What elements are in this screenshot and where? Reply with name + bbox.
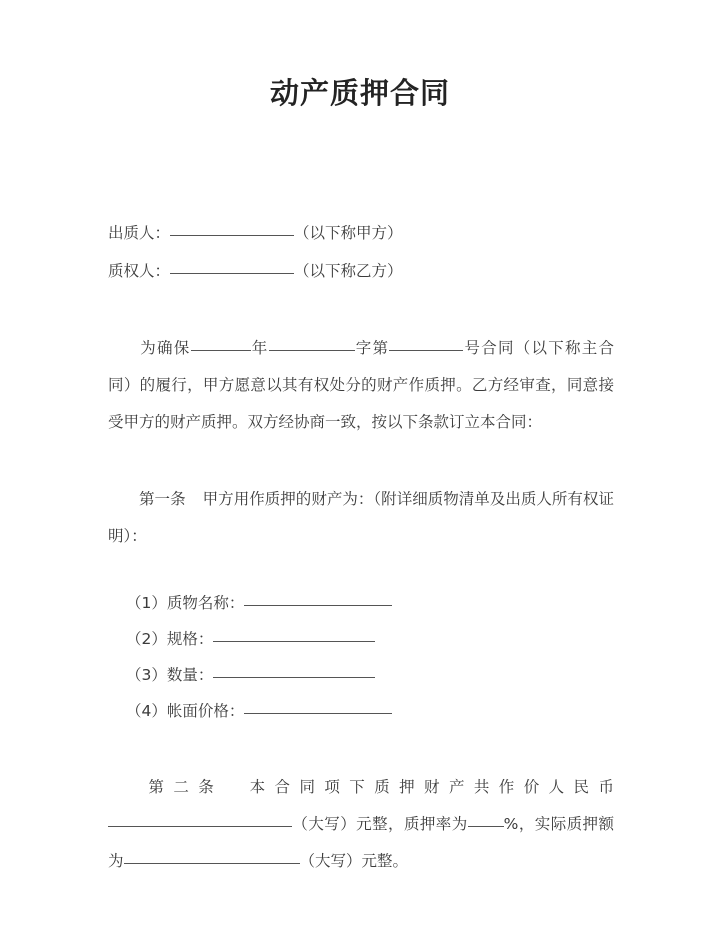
item-4-index: （4） [126, 702, 167, 720]
clause-two-text-a: 本合同项下质押财产共作价人民币 [240, 778, 614, 796]
clause-one-text: 甲方用作质押的财产为：（附详细质物清单及出质人所有权证明）： [108, 490, 614, 545]
party-line-pledgor [108, 214, 614, 252]
preamble-year-unit: 年 [250, 339, 269, 357]
item-1-blank[interactable] [244, 605, 392, 606]
clause-two-text-c: %，实际质押额为 [108, 815, 614, 870]
document-body [108, 214, 614, 880]
item-1-label: 质物名称： [166, 594, 245, 612]
preamble-paragraph [108, 330, 614, 441]
actual-amount-blank[interactable] [124, 863, 300, 864]
item-3-index: （3） [126, 666, 167, 684]
preamble-rest: 号合同（以下称主合同）的履行，甲方愿意以其有权处分的财产作质押。乙方经审查，同意接受甲方的财产质押。双方经协商一致，按以下条款订立本合同： [108, 339, 614, 431]
clause-two [108, 769, 614, 880]
spacer [108, 555, 614, 585]
item-4-blank[interactable] [244, 713, 392, 714]
document-title: 动产质押合同 [269, 76, 450, 110]
contract-word-blank[interactable] [269, 350, 355, 351]
contract-number-blank[interactable] [389, 350, 463, 351]
spacer [108, 729, 614, 769]
party-line-pledgee [108, 252, 614, 290]
item-3-blank[interactable] [213, 677, 375, 678]
preamble-word-unit: 字第 [354, 339, 390, 357]
preamble-lead: 为确保 [139, 339, 191, 357]
list-item [108, 621, 614, 657]
clause-one [108, 481, 614, 555]
item-3-label: 数量： [166, 666, 214, 684]
item-4-label: 帐面价格： [166, 702, 245, 720]
total-value-blank[interactable] [108, 826, 292, 827]
pledgor-blank[interactable] [170, 235, 294, 236]
pledge-rate-blank[interactable] [468, 826, 504, 827]
item-2-blank[interactable] [213, 641, 375, 642]
clause-one-number: 第一条 [139, 490, 186, 508]
pledgor-suffix: （以下称甲方） [294, 224, 403, 242]
list-item [108, 657, 614, 693]
clause-two-number: 第二条 [139, 778, 224, 796]
list-item [108, 585, 614, 621]
spacer [108, 441, 614, 481]
item-2-index: （2） [126, 630, 167, 648]
list-item [108, 693, 614, 729]
clause-two-text-d: （大写）元整。 [299, 852, 409, 870]
item-2-label: 规格： [166, 630, 214, 648]
pledgee-suffix: （以下称乙方） [294, 262, 403, 280]
pledgee-label: 质权人： [108, 262, 171, 280]
clause-two-text-b: （大写）元整，质押率为 [292, 815, 468, 833]
spacer [108, 290, 614, 330]
item-1-index: （1） [126, 594, 167, 612]
contract-year-blank[interactable] [191, 350, 251, 351]
pledgee-blank[interactable] [170, 273, 294, 274]
pledgor-label: 出质人： [108, 224, 171, 242]
